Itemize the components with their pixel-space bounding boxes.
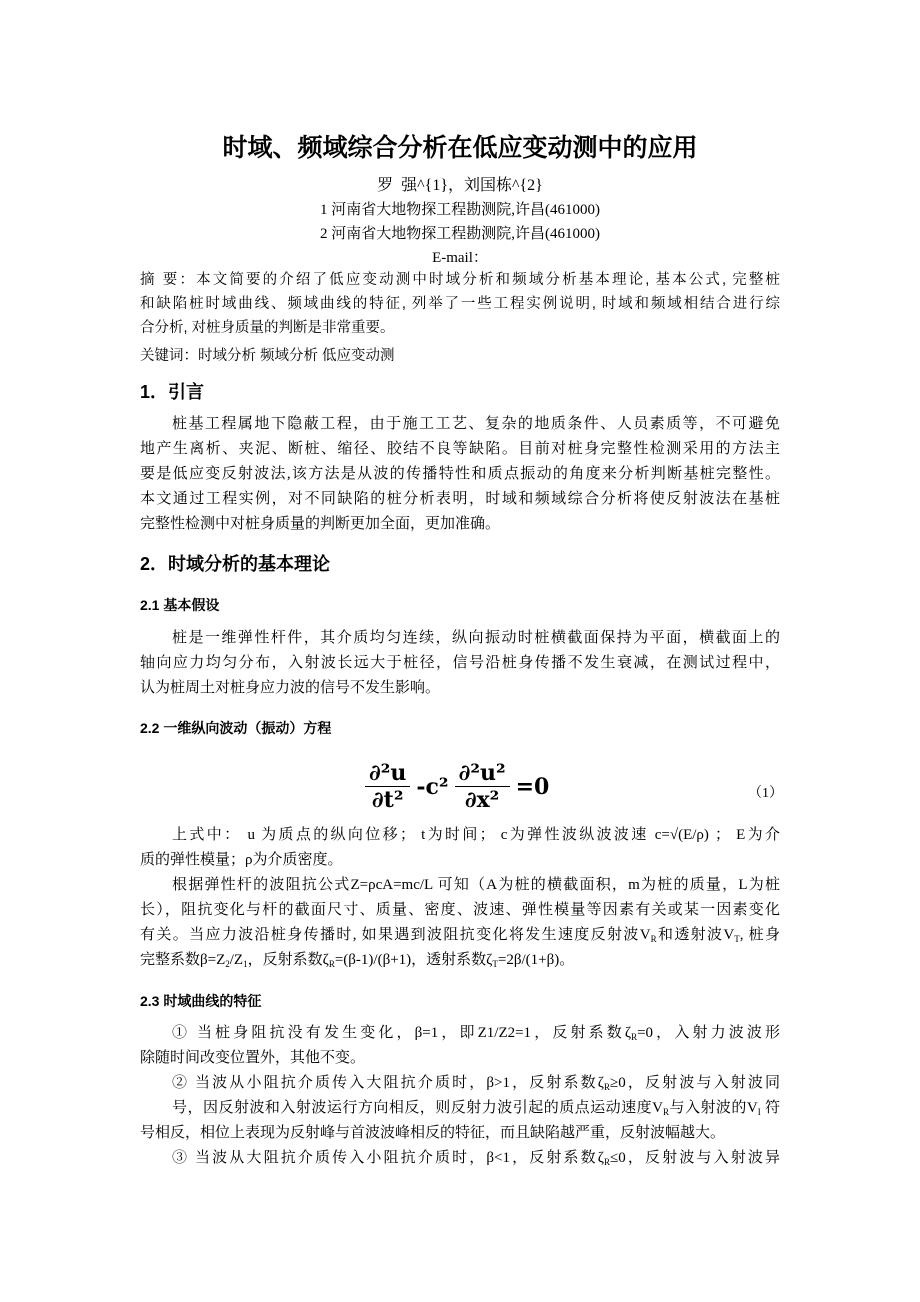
email: E-mail：: [432, 250, 488, 266]
eq-rhs: =0: [515, 773, 550, 800]
text-line: ② 当波从小阻抗介质传入大阻抗介质时，β>1，反射系数$\zeta_R\ge 0$，反射波与入射波同: [172, 1075, 781, 1092]
affiliation-2: 2 河南省大地物探工程勘测院,许昌(461000): [320, 226, 600, 242]
subsection-heading-2-2: 2.2 一维纵向波动（振动）方程: [140, 720, 332, 736]
text-line: 桩是一维弹性杆件，其介质均匀连续，纵向振动时桩横截面保持为平面，横截面上的: [172, 630, 780, 646]
text-line: 质的弹性模量；ρ为介质密度。: [140, 852, 343, 868]
text-line: 要是低应变反射波法,该方法是从波的传播特性和质点振动的角度来分析判断基桩完整性。: [140, 466, 780, 482]
eq-denominator-1: ∂t²: [371, 787, 404, 813]
text-line: 本文通过工程实例，对不同缺陷的桩分析表明，时域和频域综合分析将使反射波法在基桩: [140, 491, 780, 507]
text-line: 认为桩周土对桩身应力波的信号不发生影响。: [140, 680, 441, 696]
text-line: 上式中： u 为质点的纵向位移； t为时间； c为弹性波纵波波速 c=√(E/ρ) ； E为介: [172, 827, 780, 843]
text-line: 除随时间改变位置外，其他不变。: [140, 1050, 366, 1066]
paper-title: 时域、频域综合分析在低应变动测中的应用: [222, 134, 698, 162]
text-line: 根据弹性杆的波阻抗公式Z=ρcA=mc/L 可知（A为桩的横截面积，m为桩的质量，L为桩: [172, 877, 780, 893]
abstract: [140, 268, 780, 340]
time-domain-features: [140, 1021, 780, 1171]
keywords-text: 关键词：时域分析 频域分析 低应变动测: [140, 348, 395, 364]
text-line: 号，因反射波和入射波运行方向相反，则反射力波引起的质点运动速度$V_R$与入射波的$V_I$ 符: [172, 1100, 780, 1117]
keywords: [140, 344, 780, 368]
authors: 罗 强^{1}，刘国栋^{2}: [377, 177, 543, 194]
text-line: 完整性检测中对桩身质量的判断更加全面，更加准确。: [140, 516, 501, 532]
intro-paragraph: [140, 412, 780, 537]
text-line: 摘 要：本文简要的介绍了低应变动测中时域分析和频域分析基本理论, 基本公式, 完整桩: [140, 272, 780, 288]
text-line: 桩基工程属地下隐蔽工程，由于施工工艺、复杂的地质条件、人员素质等，不可避免: [172, 416, 780, 432]
text-line: 有关。当应力波沿桩身传播时, 如果遇到波阻抗变化将发生速度反射波$V_R$和透射波$V_T$, 桩身: [140, 927, 780, 944]
text-line: 完整系数$\beta=Z_2/Z_1$，反射系数$\zeta_R=(\beta-1)/(\beta+1)$，透射系数$\zeta_T=2\beta/(1+\beta)$。: [140, 952, 575, 969]
equation-explanation: [140, 823, 780, 973]
eq-coefficient: -c²: [416, 773, 449, 800]
subsection-heading-2-3: 2.3 时域曲线的特征: [140, 993, 262, 1009]
section-heading-1: 1．引言: [140, 382, 205, 402]
eq-numerator-1: ∂²u: [365, 760, 410, 787]
subsection-heading-2-1: 2.1 基本假设: [140, 597, 220, 613]
eq-denominator-2: ∂x²: [464, 787, 500, 813]
text-line: 和缺陷桩时域曲线、频域曲线的特征, 列举了一些工程实例说明, 时域和频域相结合进行综: [140, 296, 780, 312]
affiliation-1: 1 河南省大地物探工程勘测院,许昌(461000): [320, 202, 600, 218]
text-line: ③ 当波从大阻抗介质传入小阻抗介质时，β<1，反射系数$\zeta_R\le 0$，反射波与入射波异: [172, 1150, 781, 1167]
assumption-paragraph: [140, 626, 780, 701]
section-heading-2: 2．时域分析的基本理论: [140, 554, 331, 574]
text-line: 长），阻抗变化与杆的截面尺寸、质量、密度、波速、弹性模量等因素有关或某一因素变化: [140, 902, 780, 918]
text-line: 号相反，相位上表现为反射峰与首波波峰相反的特征，而且缺陷越严重，反射波幅越大。: [140, 1125, 726, 1141]
text-line: 轴向应力均匀分布，入射波长远大于桩径，信号沿桩身传播不发生衰减，在测试过程中，: [140, 655, 780, 671]
text-line: 合分析, 对桩身质量的判断是非常重要。: [140, 320, 395, 336]
wave-equation: [365, 760, 549, 813]
equation-number: （1）: [748, 786, 783, 801]
text-line: 地产生离析、夹泥、断桩、缩径、胶结不良等缺陷。目前对桩身完整性检测采用的方法主: [140, 441, 780, 457]
eq-numerator-2: ∂²u²: [455, 760, 510, 787]
text-line: ① 当桩身阻抗没有发生变化，β=1，即Z1/Z2=1，反射系数$\zeta_R=0$，入射力波波形: [172, 1025, 780, 1042]
